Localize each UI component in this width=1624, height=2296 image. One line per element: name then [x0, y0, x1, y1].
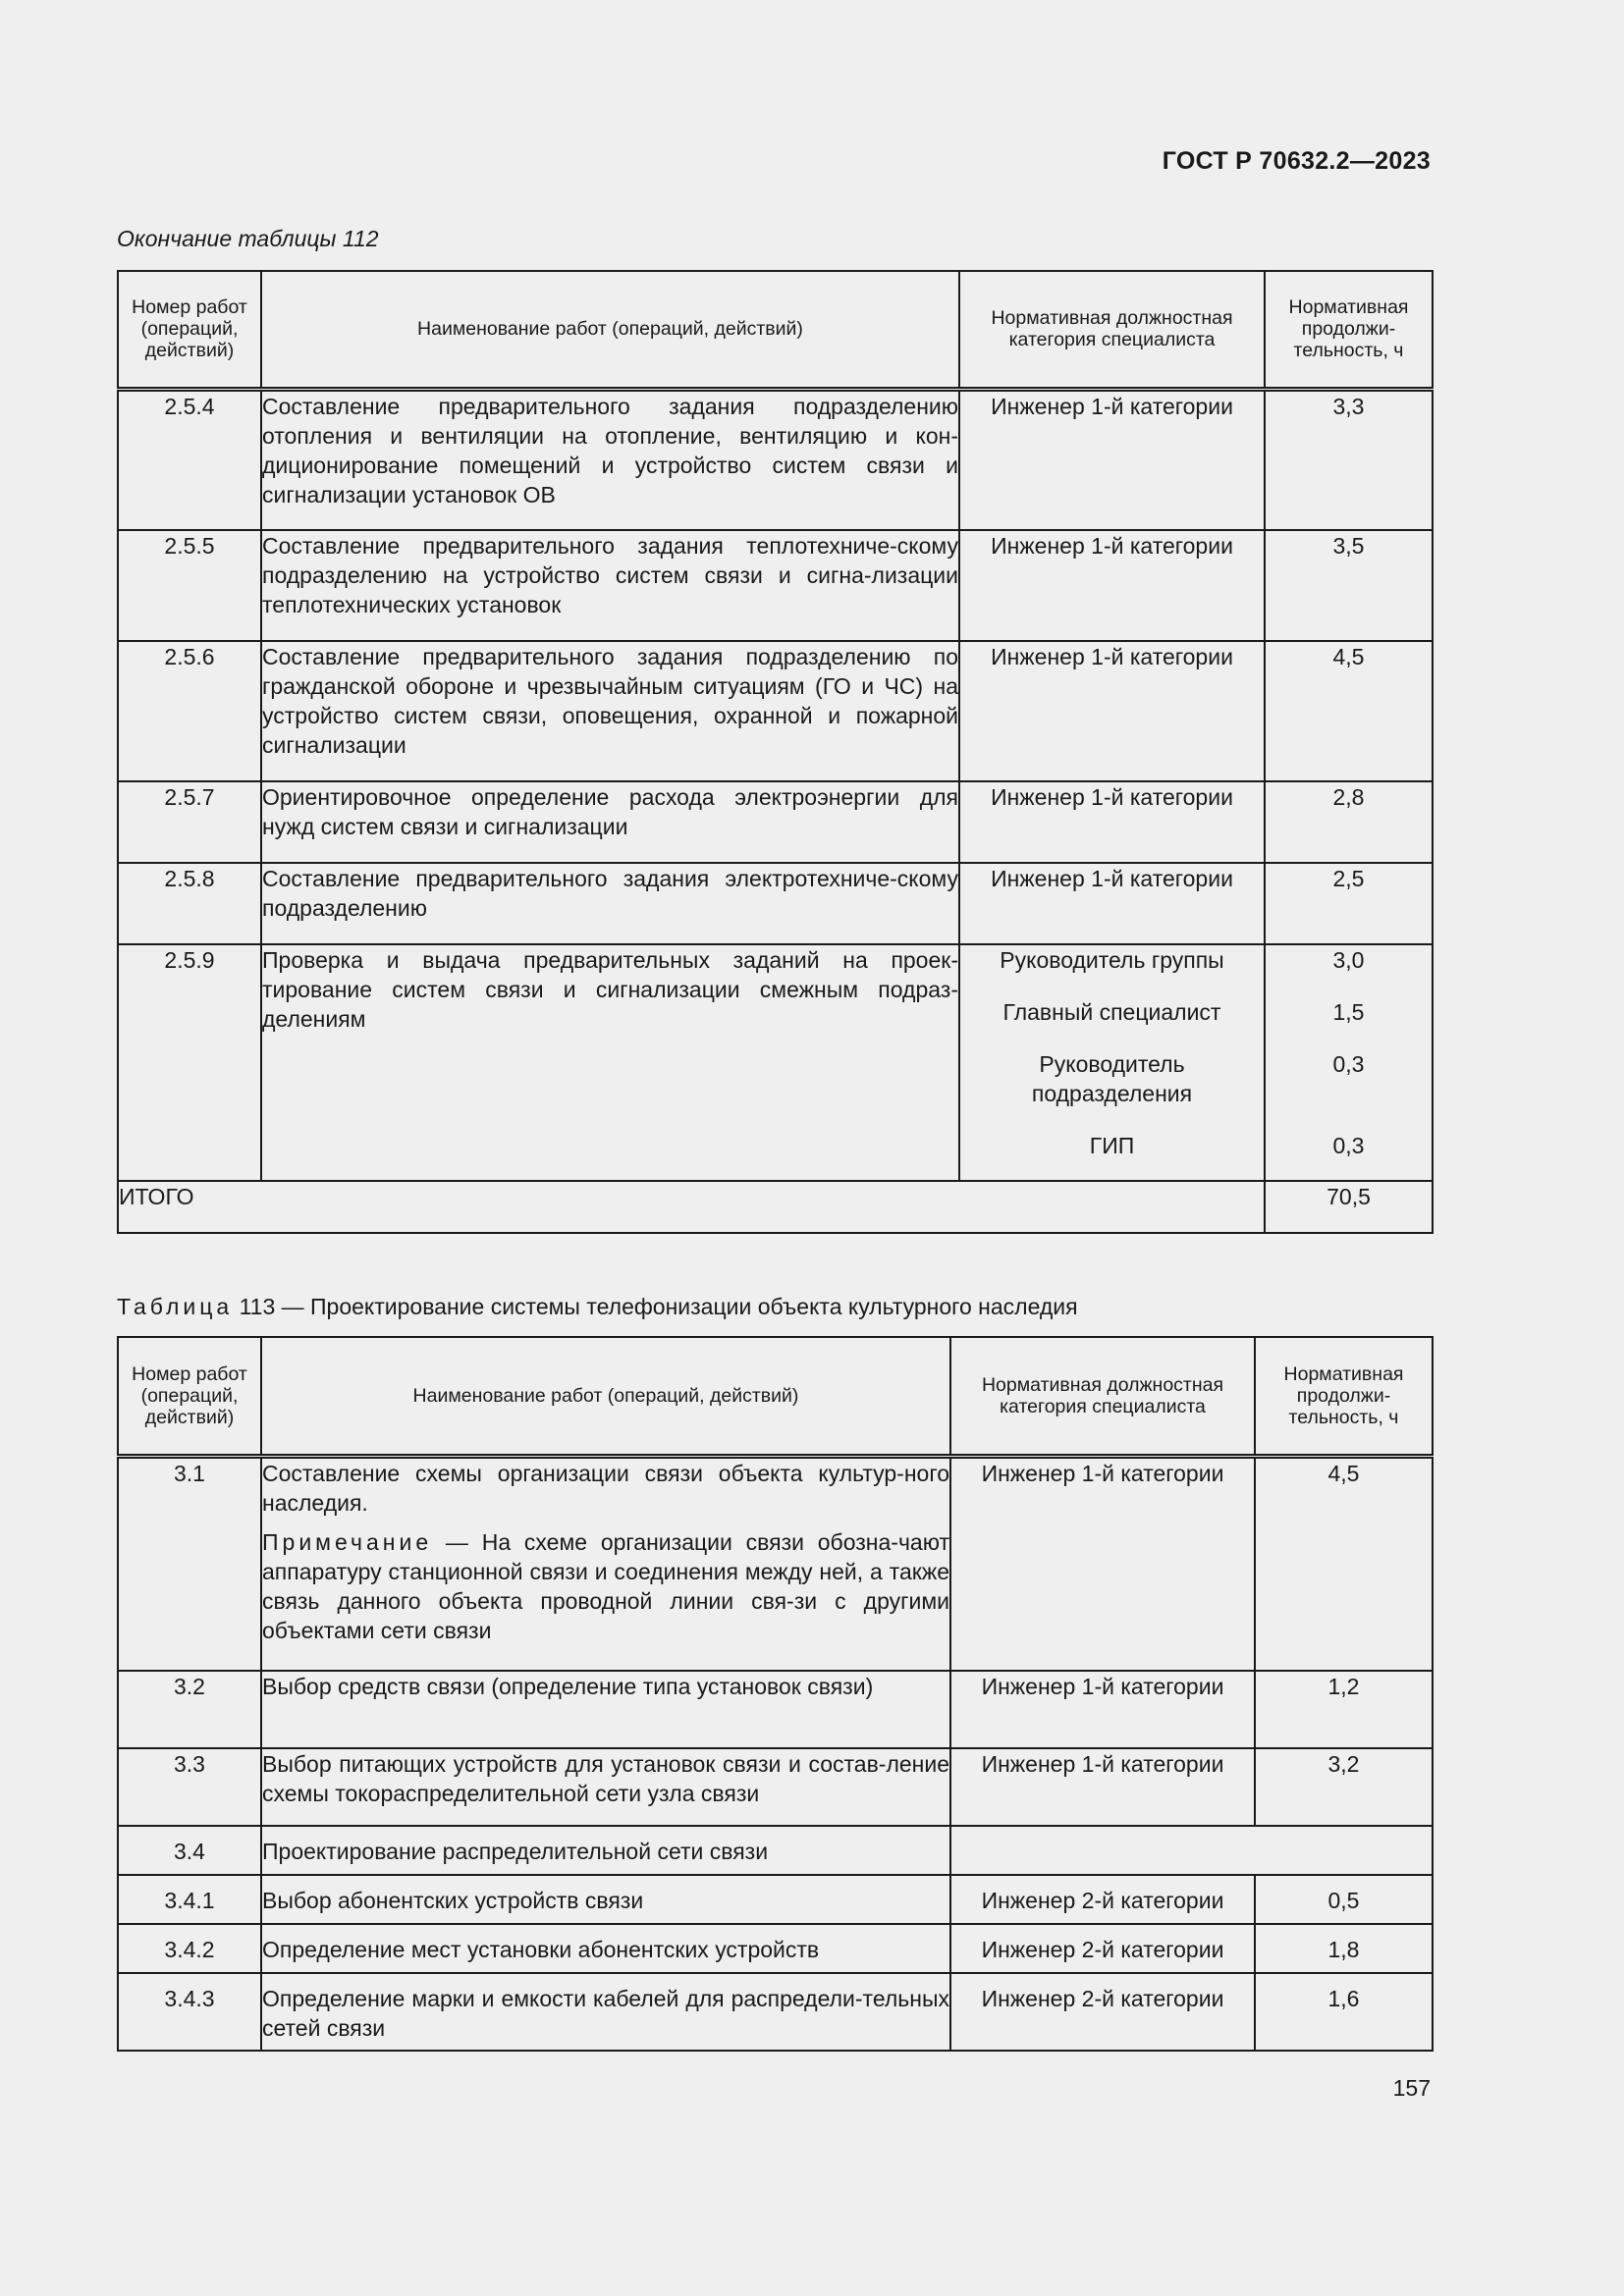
table-row [118, 1826, 1433, 1875]
row-category: Инженер 1-й категории [959, 389, 1265, 530]
row-empty-cell [950, 1826, 1433, 1875]
duration-entry: 0,3 [1332, 1133, 1365, 1158]
row-name-text: Составление схемы организации связи объекта культур-ного наследия. [262, 1460, 949, 1516]
row-number: 2.5.8 [118, 863, 261, 944]
table-112 [117, 270, 1434, 1234]
row-name: Ориентировочное определение расхода электроэнергии для нужд систем связи и сигнализации [261, 781, 959, 863]
row-category: Инженер 1-й категории [959, 781, 1265, 863]
category-entry: Руководитель группы [1000, 947, 1224, 973]
caption-text: 113 — Проектирование системы телефонизации объекта культурного наследия [233, 1294, 1078, 1319]
table-row [118, 389, 1433, 530]
table-row [118, 1456, 1433, 1671]
column-header-number: Номер работ (операций, действий) [118, 271, 261, 389]
table-row [118, 1748, 1433, 1826]
page-number: 157 [1392, 2075, 1431, 2101]
row-category: Инженер 1-й категории [950, 1671, 1255, 1748]
column-header-category: Нормативная должностная категория специалиста [959, 271, 1265, 389]
row-name: Составление предварительного задания теплотехниче-скому подразделению на устройство систем связи и сигна-лизации теплотехнических установок [261, 530, 959, 641]
row-note [262, 1527, 949, 1645]
total-label: ИТОГО [118, 1181, 1265, 1233]
row-number: 3.2 [118, 1671, 261, 1748]
row-duration: 1,6 [1255, 1973, 1433, 2051]
row-name: Выбор питающих устройств для установок связи и состав-ление схемы токораспределительной сети узла связи [261, 1748, 950, 1826]
category-entry: ГИП [1089, 1133, 1135, 1158]
row-number: 2.5.5 [118, 530, 261, 641]
row-number: 3.3 [118, 1748, 261, 1826]
row-category: Инженер 2-й категории [950, 1924, 1255, 1973]
note-label: Примечание [262, 1528, 433, 1555]
row-duration: 3,5 [1265, 530, 1433, 641]
row-category: Инженер 1-й категории [959, 530, 1265, 641]
table-row [118, 1875, 1433, 1924]
row-number: 2.5.9 [118, 944, 261, 1181]
table-row [118, 641, 1433, 781]
column-header-duration: Нормативная продолжи-тельность, ч [1265, 271, 1433, 389]
table-row [118, 781, 1433, 863]
row-number: 3.1 [118, 1456, 261, 1671]
total-row [118, 1181, 1433, 1233]
row-category: Инженер 1-й категории [959, 863, 1265, 944]
table-row [118, 530, 1433, 641]
row-number: 2.5.4 [118, 389, 261, 530]
category-entry: Руководитель подразделения [1031, 1051, 1193, 1106]
table-113-header-row [118, 1337, 1433, 1456]
row-name [261, 1456, 950, 1671]
table-row [118, 1973, 1433, 2051]
row-name: Составление предварительного задания электротехниче-скому подразделению [261, 863, 959, 944]
row-number: 2.5.7 [118, 781, 261, 863]
row-number: 3.4 [118, 1826, 261, 1875]
duration-entry: 3,0 [1332, 947, 1365, 973]
row-number: 3.4.1 [118, 1875, 261, 1924]
table-113-caption [117, 1294, 1078, 1320]
column-header-name: Наименование работ (операций, действий) [261, 1337, 950, 1456]
column-header-duration: Нормативная продолжи-тельность, ч [1255, 1337, 1433, 1456]
column-header-category: Нормативная должностная категория специалиста [950, 1337, 1255, 1456]
row-name: Проверка и выдача предварительных заданий на проек-тирование систем связи и сигнализации смежным подраз-делениям [261, 944, 959, 1181]
column-header-number: Номер работ (операций, действий) [118, 1337, 261, 1456]
document-standard-code: ГОСТ Р 70632.2—2023 [1162, 147, 1431, 175]
row-name: Составление предварительного задания подразделению отопления и вентиляции на отопление, вентиляцию и кон-диционирование помещений и устройство систем связи и сигнализации установок ОВ [261, 389, 959, 530]
row-duration: 1,2 [1255, 1671, 1433, 1748]
table-113 [117, 1336, 1434, 2052]
row-name: Проектирование распределительной сети связи [261, 1826, 950, 1875]
row-number: 2.5.6 [118, 641, 261, 781]
duration-entry: 1,5 [1332, 999, 1365, 1025]
row-category: Инженер 1-й категории [950, 1456, 1255, 1671]
row-duration: 0,5 [1255, 1875, 1433, 1924]
row-duration: 3,2 [1255, 1748, 1433, 1826]
row-category: Инженер 1-й категории [959, 641, 1265, 781]
row-number: 3.4.3 [118, 1973, 261, 2051]
table-112-header-row [118, 271, 1433, 389]
row-name: Определение мест установки абонентских устройств [261, 1924, 950, 1973]
row-duration: 4,5 [1265, 641, 1433, 781]
table-row [118, 944, 1433, 1181]
row-duration: 2,8 [1265, 781, 1433, 863]
total-value: 70,5 [1265, 1181, 1433, 1233]
note-text: — На схеме организации связи обозна-чают аппаратуру станционной связи и соединения между ней, а также связь данного объекта проводной линии свя-зи с другими объектами сети связи [262, 1528, 949, 1643]
row-number: 3.4.2 [118, 1924, 261, 1973]
table-112-caption: Окончание таблицы 112 [117, 226, 379, 251]
row-name: Определение марки и емкости кабелей для распредели-тельных сетей связи [261, 1973, 950, 2051]
row-duration: 1,8 [1255, 1924, 1433, 1973]
row-category-list [959, 944, 1265, 1181]
row-category: Инженер 2-й категории [950, 1973, 1255, 2051]
row-name: Составление предварительного задания подразделению по гражданской обороне и чрезвычайным ситуациям (ГО и ЧС) на устройство систем связи, оповещения, охранной и пожарной сигнализации [261, 641, 959, 781]
row-name: Выбор абонентских устройств связи [261, 1875, 950, 1924]
table-row [118, 1671, 1433, 1748]
table-row [118, 1924, 1433, 1973]
row-duration: 3,3 [1265, 389, 1433, 530]
category-entry: Главный специалист [1002, 999, 1221, 1025]
row-duration-list [1265, 944, 1433, 1181]
row-category: Инженер 1-й категории [950, 1748, 1255, 1826]
duration-entry: 0,3 [1332, 1051, 1365, 1077]
row-category: Инженер 2-й категории [950, 1875, 1255, 1924]
row-duration: 4,5 [1255, 1456, 1433, 1671]
column-header-name: Наименование работ (операций, действий) [261, 271, 959, 389]
row-name: Выбор средств связи (определение типа установок связи) [261, 1671, 950, 1748]
row-duration: 2,5 [1265, 863, 1433, 944]
table-row [118, 863, 1433, 944]
caption-prefix: Таблица [117, 1294, 234, 1319]
